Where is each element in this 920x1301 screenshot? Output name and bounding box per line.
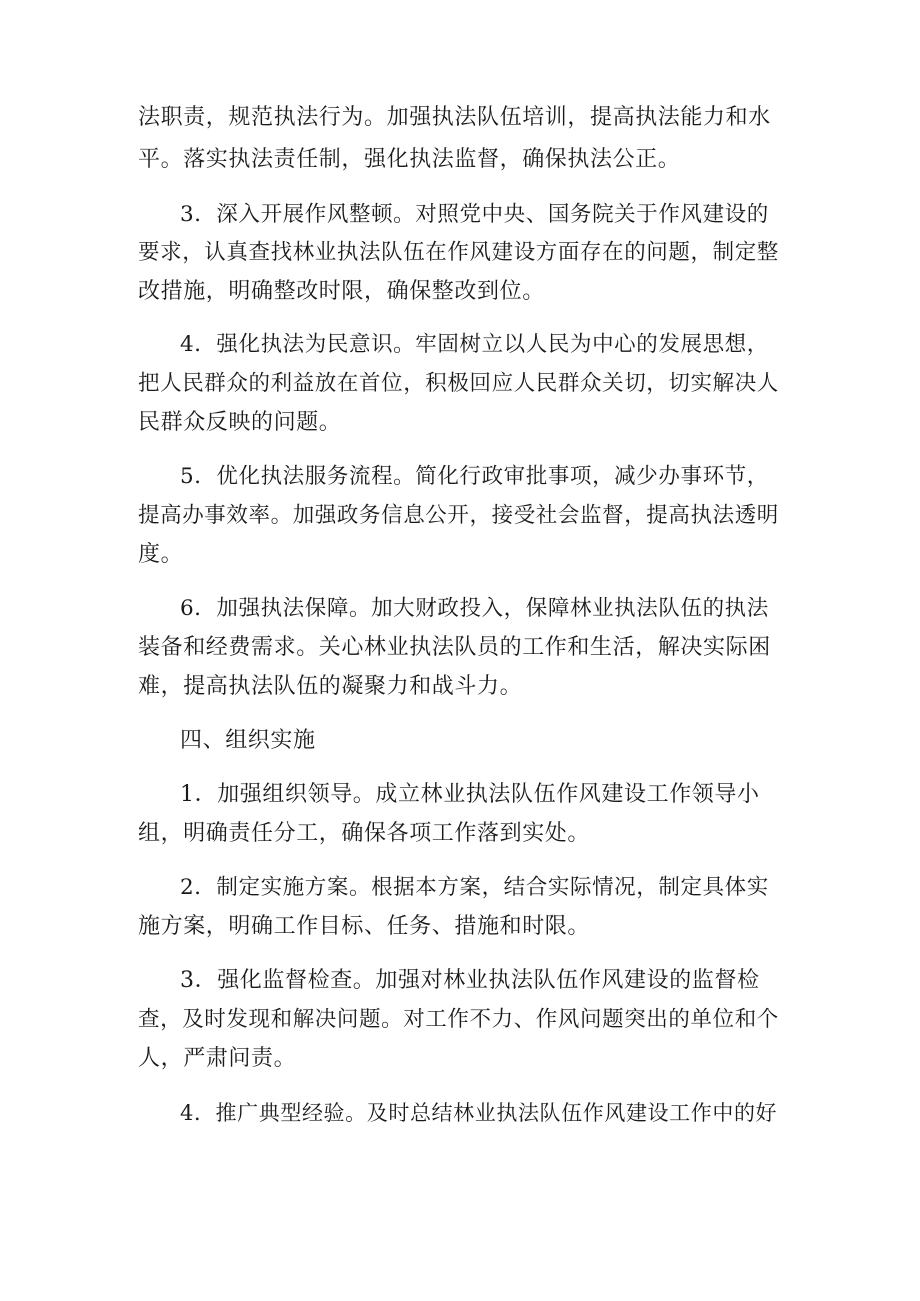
paragraph-4-line-2: 提高办事效率。加强政务信息公开，接受社会监督，提高执法透明 [138, 503, 779, 528]
paragraph-8-line-1: 2．制定实施方案。根据本方案，结合实际情况，制定具体实 [180, 875, 769, 900]
paragraph-4-line-1: 5．优化执法服务流程。简化行政审批事项，减少办事环节， [180, 464, 769, 489]
paragraph-7-line-1: 1．加强组织领导。成立林业执法队伍作风建设工作领导小 [180, 782, 760, 807]
paragraph-5-line-3: 难，提高执法队伍的凝聚力和战斗力。 [138, 674, 523, 699]
paragraph-3-line-3: 民群众反映的问题。 [138, 410, 342, 435]
paragraph-1-line-1: 法职责，规范执法行为。加强执法队伍培训，提高执法能力和水 [138, 105, 771, 130]
paragraph-9-line-2: 查，及时发现和解决问题。对工作不力、作风问题突出的单位和个 [138, 1007, 779, 1032]
paragraph-1-line-2: 平。落实执法责任制，强化执法监督，确保执法公正。 [138, 147, 681, 172]
paragraph-7-line-2: 组，明确责任分工，确保各项工作落到实处。 [138, 821, 591, 846]
paragraph-3-line-2: 把人民群众的利益放在首位，积极回应人民群众关切，切实解决人 [138, 371, 779, 396]
paragraph-2-line-3: 改措施，明确整改时限，确保整改到位。 [138, 279, 545, 304]
paragraph-3-line-1: 4．强化执法为民意识。牢固树立以人民为中心的发展思想， [180, 332, 769, 357]
section-heading: 四、组织实施 [180, 728, 316, 753]
paragraph-9-line-1: 3．强化监督检查。加强对林业执法队伍作风建设的监督检 [180, 968, 760, 993]
paragraph-5-line-2: 装备和经费需求。关心林业执法队员的工作和生活，解决实际困 [138, 635, 771, 660]
paragraph-2-line-2: 要求，认真查找林业执法队伍在作风建设方面存在的问题，制定整 [138, 240, 779, 265]
paragraph-5-line-1: 6．加强执法保障。加大财政投入，保障林业执法队伍的执法 [180, 596, 769, 621]
paragraph-2-line-1: 3．深入开展作风整顿。对照党中央、国务院关于作风建设的 [180, 202, 769, 227]
paragraph-9-line-3: 人，严肃问责。 [138, 1046, 297, 1071]
paragraph-10-line-1: 4．推广典型经验。及时总结林业执法队伍作风建设工作中的好 [180, 1101, 778, 1125]
paragraph-8-line-2: 施方案，明确工作目标、任务、措施和时限。 [138, 914, 591, 939]
paragraph-4-line-3: 度。 [138, 542, 184, 567]
